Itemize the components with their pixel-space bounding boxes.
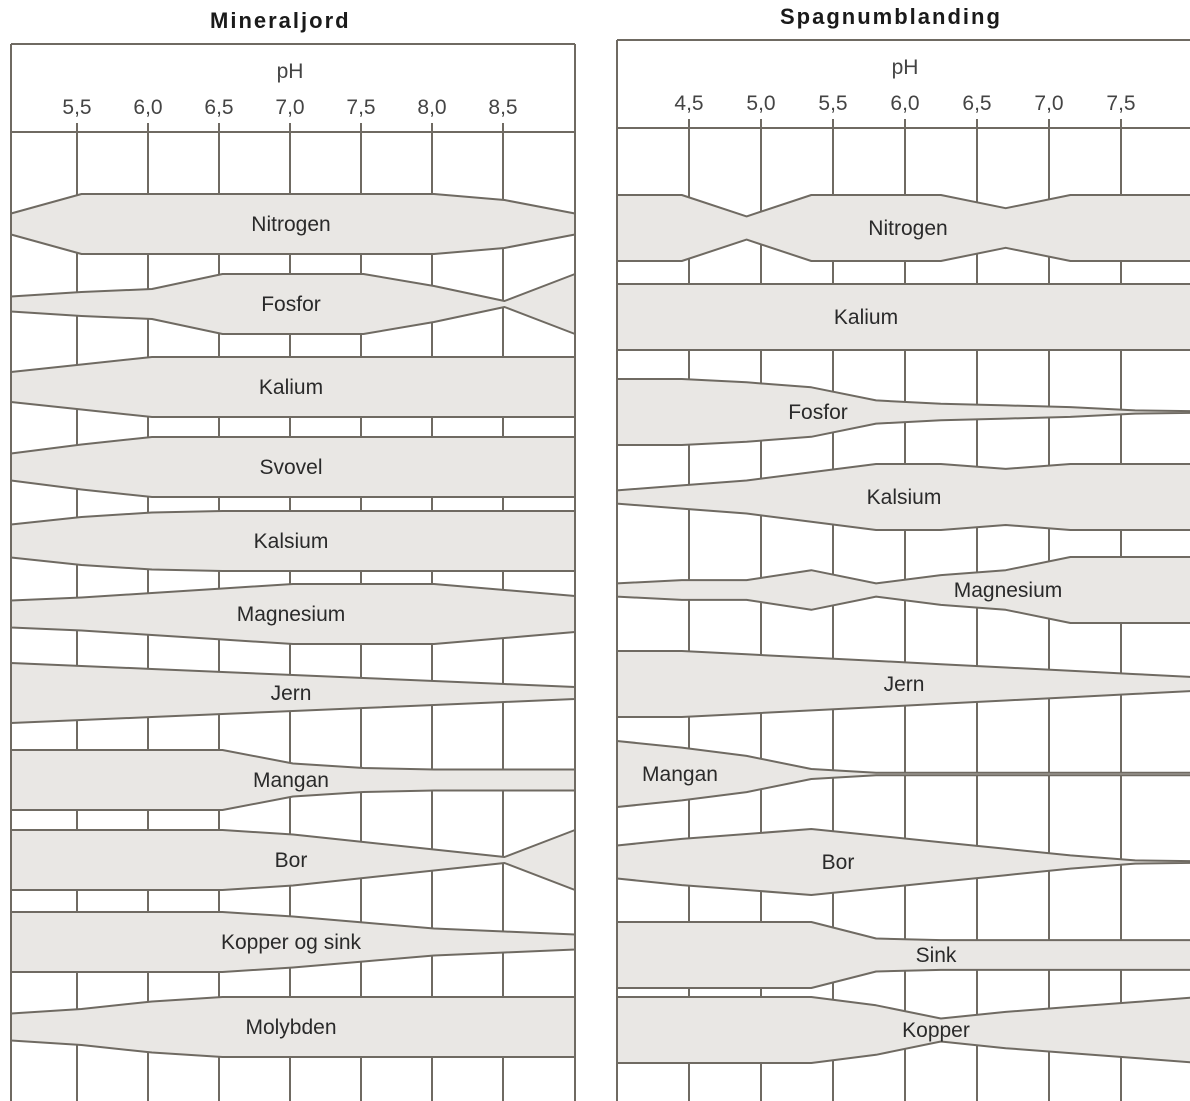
spagnumblanding-label-jern: Jern [883,673,925,696]
spagnumblanding-tick-4-5: 4,5 [674,92,704,115]
spagnumblanding-panel [600,0,1190,1101]
mineraljord-tick-8-0: 8,0 [417,96,447,119]
mineraljord-label-nitrogen: Nitrogen [251,213,331,236]
spagnumblanding-title: Spagnumblanding [780,4,1002,29]
spagnumblanding-tick-6-5: 6,5 [962,92,992,115]
mineraljord-tick-6-5: 6,5 [204,96,234,119]
spagnumblanding-tick-6-0: 6,0 [890,92,920,115]
mineraljord-title: Mineraljord [210,8,351,33]
spagnumblanding-diagram [600,0,1190,1101]
spagnumblanding-label-mangan: Mangan [642,763,718,786]
spagnumblanding-band-fosfor [617,379,1190,445]
spagnumblanding-label-magnesium: Magnesium [953,579,1063,602]
spagnumblanding-band-kalium [617,284,1190,350]
mineraljord-panel [0,0,590,1101]
spagnumblanding-label-kopper: Kopper [902,1019,970,1042]
spagnumblanding-band-magnesium [617,557,1190,623]
mineraljord-label-kalsium: Kalsium [253,530,329,553]
mineraljord-label-kalium: Kalium [258,376,324,399]
spagnumblanding-label-kalium: Kalium [833,306,899,329]
spagnumblanding-label-nitrogen: Nitrogen [868,217,948,240]
spagnumblanding-label-sink: Sink [915,944,957,967]
mineraljord-label-jern: Jern [270,682,312,705]
mineraljord-label-kopper-og-sink: Kopper og sink [220,931,362,954]
mineraljord-label-svovel: Svovel [259,456,323,479]
mineraljord-label-bor: Bor [274,849,308,872]
spagnumblanding-tick-7-0: 7,0 [1034,92,1064,115]
mineraljord-label-mangan: Mangan [253,769,329,792]
spagnumblanding-tick-5-0: 5,0 [746,92,776,115]
mineraljord-axis-label: pH [276,60,304,83]
mineraljord-diagram [0,0,590,1101]
mineraljord-tick-7-0: 7,0 [275,96,305,119]
mineraljord-label-fosfor: Fosfor [261,293,321,316]
spagnumblanding-label-fosfor: Fosfor [788,401,848,424]
spagnumblanding-axis-label: pH [891,56,919,79]
mineraljord-tick-8-5: 8,5 [488,96,518,119]
mineraljord-label-magnesium: Magnesium [236,603,346,626]
mineraljord-tick-6-0: 6,0 [133,96,163,119]
mineraljord-tick-5-5: 5,5 [62,96,92,119]
spagnumblanding-band-bor [617,829,1190,895]
spagnumblanding-band-sink [617,922,1190,988]
mineraljord-tick-7-5: 7,5 [346,96,376,119]
spagnumblanding-tick-7-5: 7,5 [1106,92,1136,115]
spagnumblanding-tick-5-5: 5,5 [818,92,848,115]
spagnumblanding-label-bor: Bor [821,851,855,874]
spagnumblanding-label-kalsium: Kalsium [866,486,942,509]
mineraljord-label-molybden: Molybden [245,1016,337,1039]
